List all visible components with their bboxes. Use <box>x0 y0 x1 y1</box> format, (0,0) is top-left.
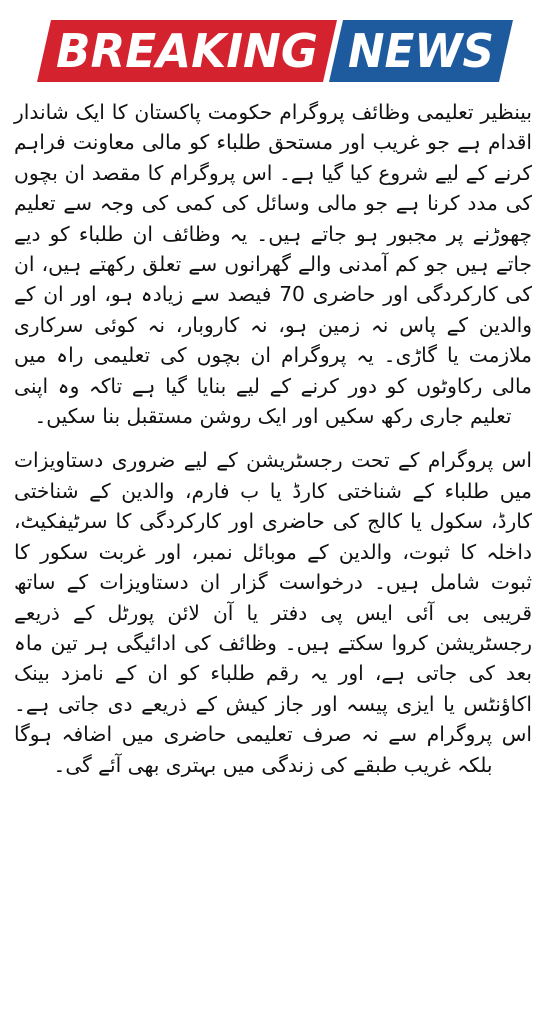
article-paragraph: اس پروگرام کے تحت رجسٹریشن کے لیے ضروری دستاویزات میں طلباء کے شناختی کارڈ یا ب فارم، والدین کے شناختی کارڈ، سکول یا کالج کی حاضری اور کارکردگی کا سرٹیفکیٹ، داخلہ کا ثبوت، والدین کے موبائل نمبر، اور غربت سکور کا ثبوت شامل ہیں۔ درخواست گزار ان دستاویزات کے ساتھ قریبی بی آئی ایس پی دفتر یا آن لائن پورٹل کے ذریعے رجسٹریشن کروا سکتے ہیں۔ وظائف کی ادائیگی ہر تین ماہ بعد کی جاتی ہے، اور یہ رقم طلباء کو ان کے نامزد بینک اکاؤنٹس یا ایزی پیسہ اور جاز کیش کے ذریعے دی جاتی ہے۔ اس پروگرام سے نہ صرف تعلیمی حاضری میں اضافہ ہوگا بلکہ غریب طبقے کی زندگی میں بہتری بھی آئے گی۔ <box>14 448 532 777</box>
breaking-news-banner <box>37 20 513 82</box>
banner-graphic <box>37 20 513 82</box>
article-body <box>14 97 532 794</box>
banner-word-news: NEWS <box>348 24 494 78</box>
banner-word-breaking: BREAKING <box>56 24 318 78</box>
article-paragraph: بینظیر تعلیمی وظائف پروگرام حکومت پاکستان کا ایک شاندار اقدام ہے جو غریب اور مستحق طلباء کو مالی معاونت فراہم کرنے کے لیے شروع کیا گیا ہے۔ اس پروگرام کا مقصد ان بچوں کی مدد کرنا ہے جو مالی وسائل کی کمی کی وجہ سے تعلیم چھوڑنے پر مجبور ہو جاتے ہیں۔ یہ وظائف ان طلباء کو دیے جاتے ہیں جو کم آمدنی والے گھرانوں سے تعلق رکھتے ہیں، ان کی کارکردگی اور حاضری 70 فیصد سے زیادہ ہو، اور ان کے والدین کے پاس نہ زمین ہو، نہ کاروبار، نہ کوئی سرکاری ملازمت یا گاڑی۔ یہ پروگرام ان بچوں کی تعلیمی راہ میں مالی رکاوٹوں کو دور کرنے کے لیے بنایا گیا ہے تاکہ وہ اپنی تعلیم جاری رکھ سکیں اور ایک روشن مستقبل بنا سکیں۔ <box>14 100 532 429</box>
